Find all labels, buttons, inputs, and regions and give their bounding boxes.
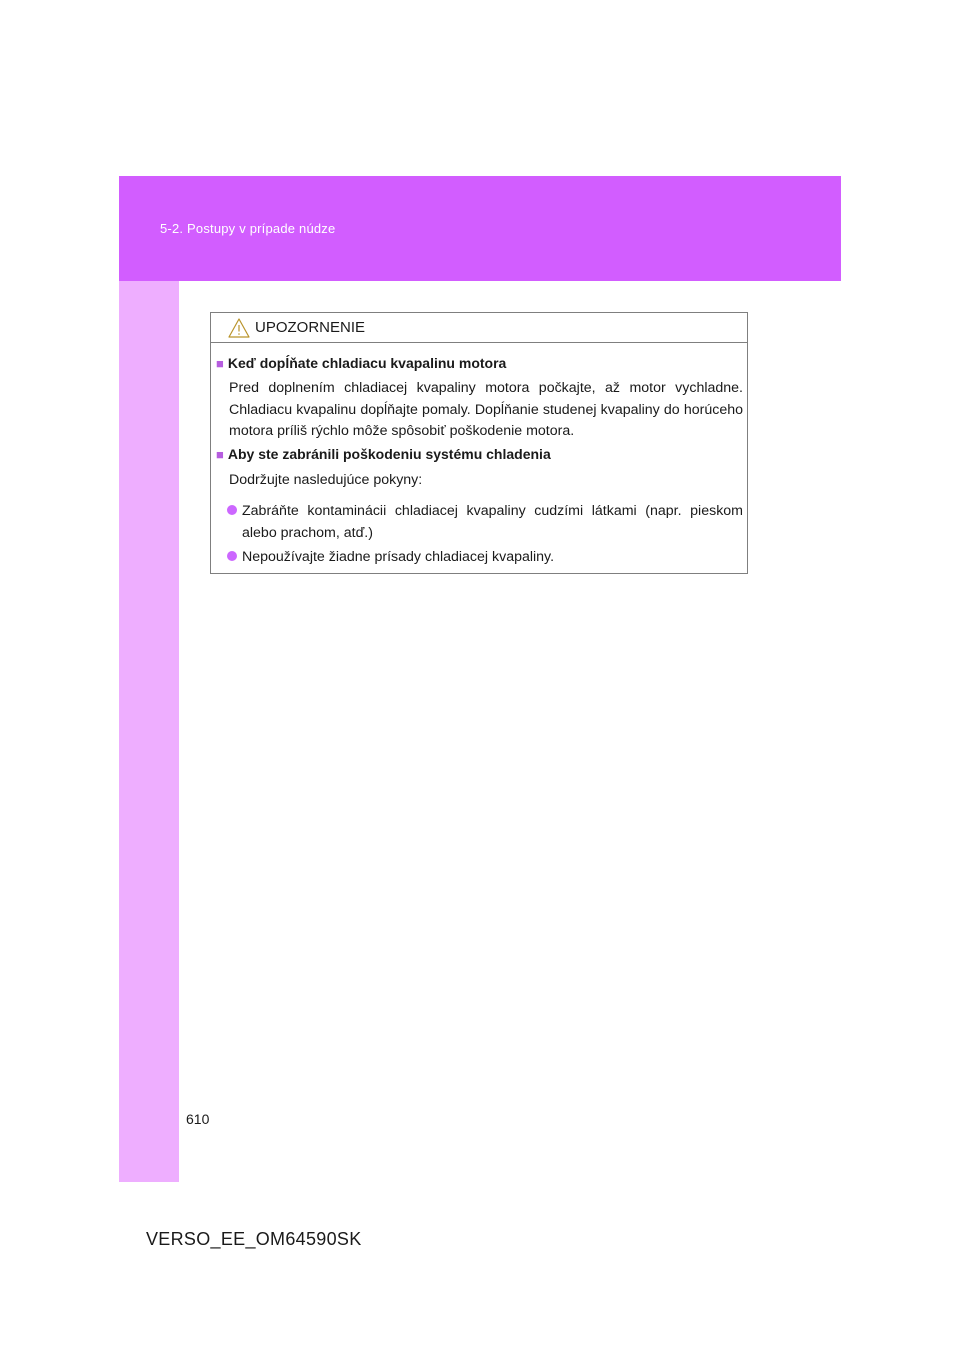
- square-bullet-icon: ■: [216, 447, 224, 462]
- document-code: VERSO_EE_OM64590SK: [146, 1229, 362, 1249]
- round-bullet-icon: [227, 505, 237, 515]
- bullet-text: Zabráňte kontaminácii chladiacej kvapaliny cudzími látkami (napr. pieskom alebo prachom, atď.): [242, 503, 743, 541]
- section-header-band: [119, 176, 841, 281]
- page-number: 610: [186, 1111, 210, 1127]
- list-item: [227, 547, 743, 569]
- warning-triangle-icon: [228, 318, 250, 338]
- round-bullet-icon: [227, 551, 237, 561]
- heading-text: Keď dopĺňate chladiacu kvapalinu motora: [227, 355, 507, 371]
- list-item: [227, 501, 743, 544]
- section-title: 5-2. Postupy v prípade núdze: [160, 221, 336, 236]
- bullet-text: Nepoužívajte žiadne prísady chladiacej kvapaliny.: [242, 549, 555, 565]
- cooling-intro: Dodržujte nasledujúce pokyny:: [229, 472, 423, 488]
- section-heading-cooling: [216, 446, 551, 462]
- warning-header: [211, 313, 747, 343]
- refill-paragraph: Pred doplnením chladiacej kvapaliny motora počkajte, až motor vychladne. Chladiacu kvapalinu dopĺňajte pomaly. Dopĺňanie studenej kvapaliny do horúceho motora príliš rýchlo môže spôsobiť poškodenie motora.: [229, 380, 743, 439]
- square-bullet-icon: ■: [216, 356, 224, 371]
- warning-box: [210, 312, 748, 574]
- warning-title: UPOZORNENIE: [255, 319, 366, 336]
- side-tab-strip: [119, 281, 179, 1182]
- section-heading-refill: [216, 355, 506, 371]
- heading-text: Aby ste zabránili poškodeniu systému chladenia: [227, 446, 551, 462]
